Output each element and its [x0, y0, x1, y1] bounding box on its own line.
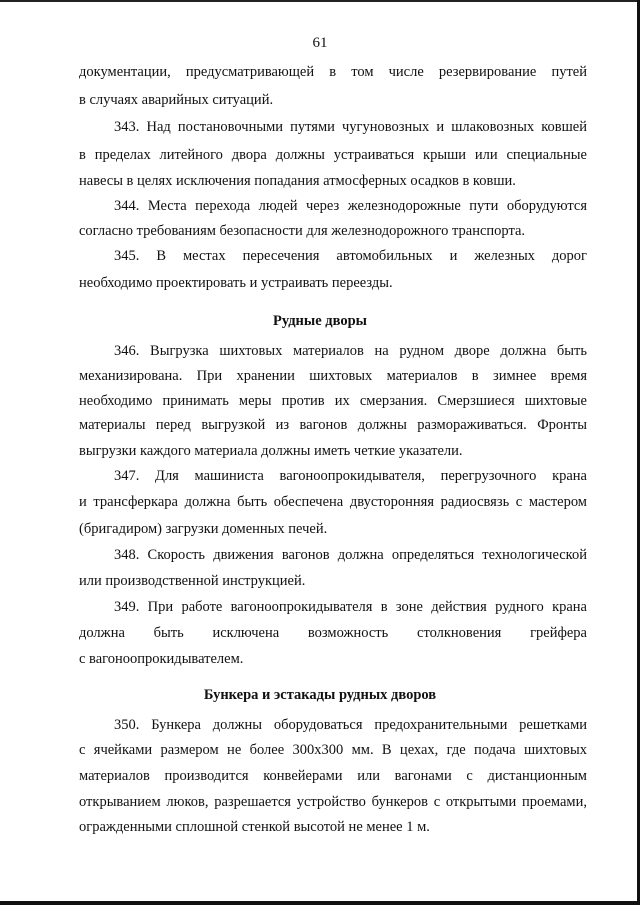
text-line: с вагоноопрокидывателем. [79, 651, 244, 667]
text-line: 347. Для машиниста вагоноопрокидывателя, перегрузочного крана [114, 468, 587, 484]
text-line: 345. В местах пересечения автомобильных и железных дорог [114, 248, 587, 264]
text-line: выгрузки каждого материала должны иметь четкие указатели. [79, 443, 463, 459]
scan-border-top [0, 0, 640, 2]
text-line: в пределах литейного двора должны устраиваться крыши или специальные [79, 147, 587, 163]
text-line: и трансферкара должна быть обеспечена двусторонняя радиосвязь с мастером [79, 494, 587, 510]
text-line: механизирована. При хранении шихтовых материалов в зимнее время [79, 368, 587, 384]
scan-border-bottom [0, 901, 640, 905]
text-line: 346. Выгрузка шихтовых материалов на рудном дворе должна быть [114, 343, 587, 359]
text-line: навесы в целях исключения попадания атмосферных осадков в ковши. [79, 173, 516, 189]
text-line: с ячейками размером не более 300х300 мм. В цехах, где подача шихтовых [79, 742, 587, 758]
text-line: материалов производится конвейерами или вагонами с дистанционным [79, 768, 587, 784]
text-line: 350. Бункера должны оборудоваться предохранительными решетками [114, 717, 587, 733]
section-heading: Рудные дворы [273, 313, 367, 329]
text-line: 343. Над постановочными путями чугуновозных и шлаковозных ковшей [114, 119, 587, 135]
text-line: (бригадиром) загрузки доменных печей. [79, 521, 328, 537]
text-line: или производственной инструкцией. [79, 573, 306, 589]
text-line: должна быть исключена возможность столкновения грейфера [79, 625, 587, 641]
text-line: материалы перед выгрузкой из вагонов должны размораживаться. Фронты [79, 417, 587, 433]
section-heading: Бункера и эстакады рудных дворов [203, 687, 437, 703]
page-number: 61 [312, 35, 328, 51]
text-line: согласно требованиям безопасности для железнодорожного транспорта. [79, 223, 526, 239]
text-line: необходимо проектировать и устраивать переезды. [79, 275, 393, 291]
text-line: открыванием люков, разрешается устройство бункеров с открытыми проемами, [79, 794, 587, 810]
text-line: огражденными сплошной стенкой высотой не менее 1 м. [79, 819, 430, 835]
text-line: в случаях аварийных ситуаций. [79, 92, 274, 108]
text-line: 348. Скорость движения вагонов должна определяться технологической [114, 547, 587, 563]
text-line: необходимо принимать меры против их смерзания. Смерзшиеся шихтовые [79, 393, 587, 409]
text-line: документации, предусматривающей в том числе резервирование путей [79, 64, 587, 80]
text-line: 344. Места перехода людей через железнодорожные пути оборудуются [114, 198, 587, 214]
text-line: 349. При работе вагоноопрокидывателя в зоне действия рудного крана [114, 599, 587, 615]
